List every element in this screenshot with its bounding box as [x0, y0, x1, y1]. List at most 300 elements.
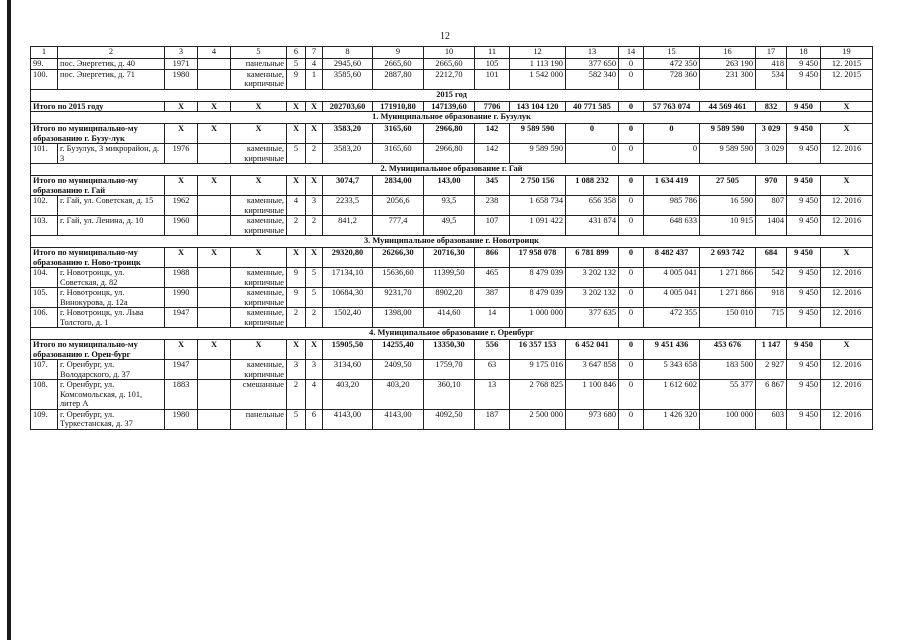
subtotal-cell: 29320,80 [323, 248, 373, 268]
table-cell: г. Оренбург, ул. Володарского, д. 37 [58, 360, 165, 380]
table-cell: 9 450 [787, 69, 821, 89]
subtotal-cell: X [306, 248, 323, 268]
subtotal-cell: 866 [475, 248, 510, 268]
subtotal-label: Итого по муниципально-му образованию г. Орен-бург [31, 340, 165, 360]
table-cell: 1 612 602 [644, 380, 700, 410]
table-cell: каменные, кирпичные [231, 308, 287, 328]
subtotal-cell: X [821, 340, 873, 360]
table-row [31, 69, 873, 89]
subtotal-cell: X [231, 340, 287, 360]
table-cell: 2 [306, 144, 323, 164]
table-cell: 187 [475, 409, 510, 429]
table-cell: г. Оренбург, ул. Комсомольская, д. 101, литер А [58, 380, 165, 410]
column-number-cell: 7 [306, 47, 323, 59]
table-cell: 4 [306, 380, 323, 410]
table-cell: 9 450 [787, 196, 821, 216]
table-cell: 9231,70 [373, 288, 424, 308]
table-cell: 263 190 [700, 59, 756, 70]
table-cell: 0 [566, 144, 619, 164]
table-cell: 4 [287, 196, 306, 216]
subtotal-cell: 556 [475, 340, 510, 360]
section-title: 1. Муниципальное образование г. Бузулук [31, 112, 873, 124]
table-cell: пос. Энергетик, д. 40 [58, 59, 165, 70]
table-cell: 2966,80 [424, 144, 475, 164]
table-cell: 841,2 [323, 216, 373, 236]
table-cell: 9 450 [787, 59, 821, 70]
table-cell: 0 [619, 196, 644, 216]
subtotal-label: Итого по муниципально-му образованию г. Бузу-лук [31, 124, 165, 144]
table-cell: 603 [756, 409, 787, 429]
table-cell: 11399,50 [424, 268, 475, 288]
subtotal-cell: 14255,40 [373, 340, 424, 360]
table-cell: 108. [31, 380, 58, 410]
table-cell [198, 268, 231, 288]
table-cell: 107 [475, 216, 510, 236]
table-cell: 0 [619, 409, 644, 429]
table-cell [198, 69, 231, 89]
subtotal-cell: 142 [475, 124, 510, 144]
column-number-cell: 13 [566, 47, 619, 59]
table-cell: 2233,5 [323, 196, 373, 216]
table-cell: 0 [619, 216, 644, 236]
table-cell: 387 [475, 288, 510, 308]
table-cell: каменные, кирпичные [231, 216, 287, 236]
table-row [31, 380, 873, 410]
subtotal-cell: 2966,80 [424, 124, 475, 144]
table-cell: 5 [287, 409, 306, 429]
column-number-cell: 4 [198, 47, 231, 59]
table-cell: панельные [231, 409, 287, 429]
table-cell: 12. 2016 [821, 288, 873, 308]
table-cell: 3 202 132 [566, 288, 619, 308]
table-cell [198, 380, 231, 410]
page-number: 12 [440, 31, 450, 42]
table-cell: 403,20 [373, 380, 424, 410]
subtotal-cell: 3165,60 [373, 124, 424, 144]
table-cell: 3 [306, 360, 323, 380]
subtotal-cell: 9 589 590 [510, 124, 566, 144]
subtotal-cell: 16 357 153 [510, 340, 566, 360]
subtotal-cell: X [821, 101, 873, 112]
table-cell: 15636,60 [373, 268, 424, 288]
table-cell [198, 360, 231, 380]
subtotal-cell: 6 452 041 [566, 340, 619, 360]
subtotal-cell: 26266,30 [373, 248, 424, 268]
table-cell: 2887,80 [373, 69, 424, 89]
table-cell: 2 [306, 308, 323, 328]
table-cell: 12. 2016 [821, 216, 873, 236]
column-number-cell: 19 [821, 47, 873, 59]
subtotal-cell: 0 [619, 101, 644, 112]
table-cell: 1 658 734 [510, 196, 566, 216]
table-cell: 4 005 041 [644, 288, 700, 308]
table-cell: 2056,6 [373, 196, 424, 216]
subtotal-cell: 17 958 078 [510, 248, 566, 268]
table-cell: 2 [287, 216, 306, 236]
subtotal-cell: X [165, 340, 198, 360]
table-cell: 1980 [165, 69, 198, 89]
table-cell: 648 633 [644, 216, 700, 236]
column-number-cell: 6 [287, 47, 306, 59]
table-cell: 2 [287, 308, 306, 328]
subtotal-cell: 171910,80 [373, 101, 424, 112]
table-cell: 465 [475, 268, 510, 288]
table-cell: 1 100 846 [566, 380, 619, 410]
table-cell: 105 [475, 59, 510, 70]
subtotal-cell: 2 750 156 [510, 176, 566, 196]
subtotal-cell: X [231, 124, 287, 144]
table-cell: 1502,40 [323, 308, 373, 328]
subtotal-cell: 684 [756, 248, 787, 268]
table-cell: 150 010 [700, 308, 756, 328]
table-cell: 2665,60 [373, 59, 424, 70]
table-cell: каменные, кирпичные [231, 196, 287, 216]
subtotal-cell: 40 771 585 [566, 101, 619, 112]
section-header-row [31, 89, 873, 101]
table-cell: 472 350 [644, 59, 700, 70]
table-cell: г. Гай, ул. Советская, д. 15 [58, 196, 165, 216]
subtotal-row [31, 176, 873, 196]
table-cell: 9 450 [787, 216, 821, 236]
table-cell: 1971 [165, 59, 198, 70]
table-cell: 238 [475, 196, 510, 216]
table-cell: 2 500 000 [510, 409, 566, 429]
subtotal-label: Итого по муниципально-му образованию г. Ново-троицк [31, 248, 165, 268]
subtotal-cell: X [306, 176, 323, 196]
table-cell: 231 300 [700, 69, 756, 89]
table-cell: г. Новотроицк, ул. Льва Толстого, д. 1 [58, 308, 165, 328]
subtotal-cell: 8 482 437 [644, 248, 700, 268]
column-number-cell: 11 [475, 47, 510, 59]
subtotal-label: Итого по 2015 году [31, 101, 165, 112]
table-cell: 100 000 [700, 409, 756, 429]
table-cell: 12. 2016 [821, 409, 873, 429]
section-header-row [31, 328, 873, 340]
table-cell: 2409,50 [373, 360, 424, 380]
table-cell: 9 589 590 [700, 144, 756, 164]
subtotal-cell: X [821, 124, 873, 144]
subtotal-cell: X [198, 340, 231, 360]
subtotal-cell: X [306, 340, 323, 360]
table-cell: 2212,70 [424, 69, 475, 89]
table-cell: 1398,00 [373, 308, 424, 328]
table-cell: 1 271 866 [700, 268, 756, 288]
column-number-cell: 15 [644, 47, 700, 59]
subtotal-cell: X [306, 124, 323, 144]
table-cell: 1988 [165, 268, 198, 288]
table-cell: 10 915 [700, 216, 756, 236]
table-cell: 93,5 [424, 196, 475, 216]
table-cell: 1 000 000 [510, 308, 566, 328]
table-cell: 715 [756, 308, 787, 328]
table-cell: 2 [287, 380, 306, 410]
table-cell: 403,20 [323, 380, 373, 410]
subtotal-cell: X [287, 248, 306, 268]
table-cell: 377 650 [566, 59, 619, 70]
table-cell: каменные, кирпичные [231, 360, 287, 380]
section-title: 3. Муниципальное образование г. Новотроицк [31, 236, 873, 248]
table-cell: 5 343 658 [644, 360, 700, 380]
table-cell: 1404 [756, 216, 787, 236]
table-cell: 8 479 039 [510, 268, 566, 288]
table-cell: 4092,50 [424, 409, 475, 429]
table-cell [198, 288, 231, 308]
subtotal-cell: X [231, 176, 287, 196]
table-cell: 3 [287, 360, 306, 380]
table-cell: 3 029 [756, 144, 787, 164]
table-cell: 102. [31, 196, 58, 216]
table-cell: 142 [475, 144, 510, 164]
table-cell: 3134,60 [323, 360, 373, 380]
table-cell: 1883 [165, 380, 198, 410]
subtotal-cell: 2834,00 [373, 176, 424, 196]
table-cell: 418 [756, 59, 787, 70]
table-cell: пос. Энергетик, д. 71 [58, 69, 165, 89]
table-cell: 582 340 [566, 69, 619, 89]
subtotal-row [31, 101, 873, 112]
subtotal-cell: 1 088 232 [566, 176, 619, 196]
table-cell: 105. [31, 288, 58, 308]
subtotal-cell: 1 147 [756, 340, 787, 360]
subtotal-cell: 9 450 [787, 340, 821, 360]
left-margin-bar [7, 0, 11, 640]
table-row [31, 268, 873, 288]
table-cell: 6 867 [756, 380, 787, 410]
table-cell: 3 647 858 [566, 360, 619, 380]
section-header-row [31, 112, 873, 124]
subtotal-cell: X [287, 176, 306, 196]
table-cell: 9 450 [787, 288, 821, 308]
subtotal-cell: 6 781 899 [566, 248, 619, 268]
column-number-cell: 16 [700, 47, 756, 59]
table-row [31, 288, 873, 308]
subtotal-cell: 44 569 461 [700, 101, 756, 112]
column-number-cell: 17 [756, 47, 787, 59]
subtotal-cell: X [821, 248, 873, 268]
subtotal-label: Итого по муниципально-му образованию г. Гай [31, 176, 165, 196]
table-cell: 101. [31, 144, 58, 164]
subtotal-cell: 832 [756, 101, 787, 112]
table-cell: 12. 2016 [821, 360, 873, 380]
table-cell: 12. 2016 [821, 268, 873, 288]
subtotal-row [31, 124, 873, 144]
table-cell: 3585,60 [323, 69, 373, 89]
table-cell: 1 113 190 [510, 59, 566, 70]
table-cell: 9 175 016 [510, 360, 566, 380]
table-cell: 49,5 [424, 216, 475, 236]
subtotal-cell: 9 450 [787, 248, 821, 268]
table-cell: 973 680 [566, 409, 619, 429]
table-cell: 0 [619, 288, 644, 308]
subtotal-cell: 9 589 590 [700, 124, 756, 144]
table-cell: смешанные [231, 380, 287, 410]
subtotal-cell: 7706 [475, 101, 510, 112]
register-table [30, 46, 873, 430]
table-cell: 12. 2016 [821, 196, 873, 216]
table-cell: 1947 [165, 308, 198, 328]
table-cell: 4143,00 [373, 409, 424, 429]
table-cell: 9 450 [787, 380, 821, 410]
column-number-cell: 5 [231, 47, 287, 59]
subtotal-cell: X [198, 101, 231, 112]
table-row [31, 360, 873, 380]
table-cell: 542 [756, 268, 787, 288]
table-cell: каменные, кирпичные [231, 288, 287, 308]
subtotal-cell: 15905,50 [323, 340, 373, 360]
table-row [31, 409, 873, 429]
table-cell: 0 [619, 59, 644, 70]
table-row [31, 196, 873, 216]
subtotal-cell: X [287, 340, 306, 360]
table-cell: 5 [306, 268, 323, 288]
table-cell: 4 005 041 [644, 268, 700, 288]
table-cell: 1 [306, 69, 323, 89]
table-cell: 0 [619, 69, 644, 89]
table-cell: 0 [619, 380, 644, 410]
table-cell: 1 426 320 [644, 409, 700, 429]
column-number-cell: 8 [323, 47, 373, 59]
subtotal-cell: 3074,7 [323, 176, 373, 196]
subtotal-cell: 143,00 [424, 176, 475, 196]
table-cell: 12. 2016 [821, 380, 873, 410]
table-cell: 12. 2016 [821, 308, 873, 328]
table-cell: 13 [475, 380, 510, 410]
table-cell: 472 355 [644, 308, 700, 328]
table-cell: 183 500 [700, 360, 756, 380]
table-cell: 101 [475, 69, 510, 89]
table-cell: 104. [31, 268, 58, 288]
table-cell: г. Гай, ул. Ленина, д. 10 [58, 216, 165, 236]
table-cell: 534 [756, 69, 787, 89]
table-row [31, 308, 873, 328]
section-title: 4. Муниципальное образование г. Оренбург [31, 328, 873, 340]
subtotal-cell: 9 451 436 [644, 340, 700, 360]
table-cell: 3583,20 [323, 144, 373, 164]
column-number-cell: 10 [424, 47, 475, 59]
subtotal-cell: X [165, 101, 198, 112]
table-cell [198, 59, 231, 70]
table-cell: 107. [31, 360, 58, 380]
column-number-cell: 3 [165, 47, 198, 59]
subtotal-cell: 13350,30 [424, 340, 475, 360]
subtotal-cell: 2 693 742 [700, 248, 756, 268]
table-cell: 109. [31, 409, 58, 429]
table-cell: г. Бузулук, 3 микрорайон, д. 3 [58, 144, 165, 164]
table-cell: 2 927 [756, 360, 787, 380]
table-cell: 6 [306, 409, 323, 429]
table-cell: 377 635 [566, 308, 619, 328]
table-cell: каменные, кирпичные [231, 144, 287, 164]
subtotal-cell: 143 104 120 [510, 101, 566, 112]
column-number-cell: 2 [58, 47, 165, 59]
table-cell: г. Новотроицк, ул. Винокурова, д. 12а [58, 288, 165, 308]
table-cell: 14 [475, 308, 510, 328]
section-title: 2. Муниципальное образование г. Гай [31, 164, 873, 176]
table-cell: 9 589 590 [510, 144, 566, 164]
table-cell [198, 144, 231, 164]
table-cell: 103. [31, 216, 58, 236]
table-cell: 17134,10 [323, 268, 373, 288]
subtotal-cell: 9 450 [787, 101, 821, 112]
subtotal-cell: X [821, 176, 873, 196]
table-cell: 9 450 [787, 360, 821, 380]
table-cell: 0 [619, 360, 644, 380]
subtotal-cell: 202703,60 [323, 101, 373, 112]
table-cell: панельные [231, 59, 287, 70]
subtotal-cell: 453 676 [700, 340, 756, 360]
table-cell: каменные, кирпичные [231, 69, 287, 89]
column-number-cell: 14 [619, 47, 644, 59]
subtotal-cell: X [198, 176, 231, 196]
subtotal-row [31, 248, 873, 268]
table-cell: 9 450 [787, 308, 821, 328]
table-cell: 0 [619, 268, 644, 288]
table-cell: 4 [306, 59, 323, 70]
table-cell: 2945,60 [323, 59, 373, 70]
subtotal-cell: 3 029 [756, 124, 787, 144]
table-cell [198, 409, 231, 429]
subtotal-cell: 0 [644, 124, 700, 144]
table-cell: 431 874 [566, 216, 619, 236]
table-cell: 100. [31, 69, 58, 89]
table-cell: 1 271 866 [700, 288, 756, 308]
table-cell: 3 [306, 196, 323, 216]
subtotal-cell: 20716,30 [424, 248, 475, 268]
table-cell: 2665,60 [424, 59, 475, 70]
subtotal-cell: X [287, 124, 306, 144]
subtotal-cell: X [306, 101, 323, 112]
subtotal-cell: 27 505 [700, 176, 756, 196]
table-cell: 985 786 [644, 196, 700, 216]
table-cell: 12. 2015 [821, 69, 873, 89]
table-cell: г. Оренбург, ул. Туркестанская, д. 37 [58, 409, 165, 429]
column-number-cell: 12 [510, 47, 566, 59]
table-cell: 5 [287, 59, 306, 70]
table-cell: 9 450 [787, 268, 821, 288]
table-cell: 9 450 [787, 409, 821, 429]
table-cell: 2 [306, 216, 323, 236]
table-cell: 807 [756, 196, 787, 216]
subtotal-row [31, 340, 873, 360]
subtotal-cell: 9 450 [787, 176, 821, 196]
table-cell: 918 [756, 288, 787, 308]
table-cell: 360,10 [424, 380, 475, 410]
table-cell: 1976 [165, 144, 198, 164]
subtotal-cell: 147139,60 [424, 101, 475, 112]
table-cell: г. Новотроицк, ул. Советская, д. 82 [58, 268, 165, 288]
table-row [31, 59, 873, 70]
table-cell: 656 358 [566, 196, 619, 216]
table-cell [198, 196, 231, 216]
table-cell: 5 [287, 144, 306, 164]
subtotal-cell: 0 [619, 248, 644, 268]
column-number-cell: 9 [373, 47, 424, 59]
subtotal-cell: X [165, 176, 198, 196]
subtotal-cell: X [165, 124, 198, 144]
table-cell: 728 360 [644, 69, 700, 89]
table-cell: 9 [287, 69, 306, 89]
subtotal-cell: 0 [566, 124, 619, 144]
table-cell: 3165,60 [373, 144, 424, 164]
subtotal-cell: 345 [475, 176, 510, 196]
subtotal-cell: 9 450 [787, 124, 821, 144]
table-cell: 1990 [165, 288, 198, 308]
table-cell: 1947 [165, 360, 198, 380]
table-cell: 414,60 [424, 308, 475, 328]
table-cell: 9 [287, 268, 306, 288]
table-cell: 16 590 [700, 196, 756, 216]
subtotal-cell: X [198, 124, 231, 144]
